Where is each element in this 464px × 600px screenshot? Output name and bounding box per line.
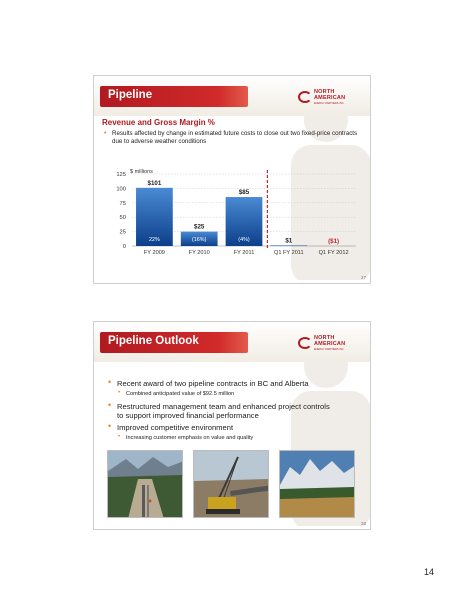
slide-page-number: 27 [360,275,366,280]
x-tick-label: FY 2010 [188,250,210,256]
company-logo [298,334,360,354]
bullet-text-line2: to support improved financial performance [117,411,259,420]
value-label: $101 [147,179,162,187]
y-tick-label: 125 [116,172,126,178]
bullet-text: Improved competitive environment [117,423,234,432]
bullet-dot-icon: • [108,400,112,410]
slide-pipeline-outlook [93,321,371,530]
sub-bullet-text: Increasing customer emphasis on value and quality [126,435,254,441]
logo-line2: AMERICAN [314,95,346,101]
sub-bullet-dot-icon: • [118,434,121,440]
bullet-dot-icon: • [108,421,112,431]
logo-swoosh-icon [298,91,312,103]
y-tick-label: 50 [119,215,126,222]
margin-label: (4%) [238,237,250,243]
unit-label: $ millions [130,169,153,175]
sub-bullet-text: Combined anticipated value of $92.5 million [126,391,235,397]
slide-page-number: 28 [360,521,366,526]
logo-tagline: ENERGY PARTNERS INC. [314,102,345,105]
chart-svg [108,166,368,276]
value-label: $1 [285,237,293,245]
title-bar [100,86,248,107]
logo-line1: NORTH [314,89,335,95]
slide-title: Pipeline Outlook [108,335,199,347]
sub-bullet-dot-icon: • [118,390,121,396]
pipeline-right-of-way-photo [107,450,183,518]
y-tick-label: 25 [119,229,126,236]
margin-label: 22% [149,237,160,243]
x-tick-label: Q1 FY 2011 [273,250,304,256]
pipelayer-machine-photo [193,450,269,518]
logo-swoosh-icon [298,337,312,349]
bullet-text: Results affected by change in estimated future costs to close out two fixed-price contracts due to adverse weather conditions [112,130,358,145]
y-tick-label: 75 [119,200,126,207]
slide-pipeline [93,75,371,284]
x-tick-label: Q1 FY 2012 [318,250,349,256]
x-tick-label: FY 2011 [233,250,255,256]
margin-label: (16%) [192,237,207,243]
x-tick-label: FY 2009 [143,250,165,256]
bullet-text: Restructured management team and enhanced project controls [117,402,330,411]
value-label: ($1) [328,238,340,245]
y-tick-label: 100 [116,186,126,193]
logo-tagline: ENERGY PARTNERS INC. [314,348,345,351]
bullet-text: Recent award of two pipeline contracts in BC and Alberta [117,379,309,388]
logo-line1: NORTH [314,335,335,341]
bullet-dot-icon: • [104,130,107,137]
mountain-landscape-photo [279,450,355,518]
value-label: $25 [194,223,205,231]
page-number: 14 [424,567,435,577]
bullet-dot-icon: • [108,377,112,387]
chart-subtitle: Revenue and Gross Margin % [102,118,215,127]
logo-line2: AMERICAN [314,341,346,347]
slide-title: Pipeline [108,89,153,101]
bar [270,245,307,246]
value-label: $85 [238,189,250,197]
revenue-chart [108,166,368,276]
y-tick-label: 0 [122,244,126,250]
title-bar [100,332,248,353]
company-logo [298,88,360,108]
